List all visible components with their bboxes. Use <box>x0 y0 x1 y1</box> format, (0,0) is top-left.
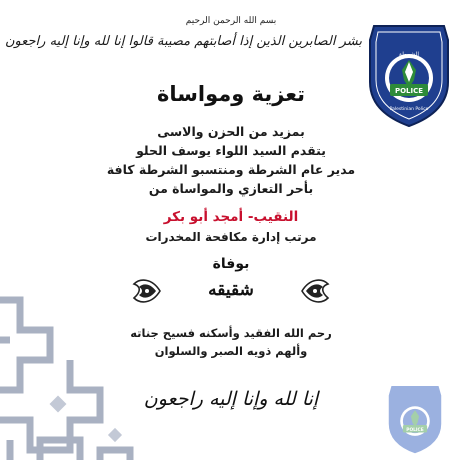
closing-verse-calligraphy: إنا لله وإنا إليه راجعون <box>143 388 319 410</box>
police-badge-watermark-icon <box>384 382 446 456</box>
relation-text: شقيقه <box>208 280 254 300</box>
prayer-line-1: رحم الله الفقيد وأسكنه فسيح جناته <box>130 326 332 340</box>
relation-ornament-frame <box>130 274 332 308</box>
intro-line-3: مدير عام الشرطة ومنتسبو الشرطة كافة <box>106 162 356 177</box>
badge-arabic-text: الشرطة <box>398 51 420 58</box>
prayer-line-2: وألهم ذويه الصبر والسلوان <box>154 344 308 358</box>
department-text: مرتب إدارة مكافحة المخدرات <box>145 230 317 244</box>
ornament-left-icon <box>130 274 162 308</box>
deceased-relative-name: النقيب- أمجد أبو بكر <box>163 209 299 225</box>
badge-watermark-police-text: POLICE <box>406 427 424 433</box>
intro-line-2: يتقدم السيد اللواء يوسف الحلو <box>136 143 326 158</box>
condolence-content <box>4 0 362 460</box>
police-badge-icon <box>364 20 454 130</box>
intro-line-4: بأحر التعازي والمواساة من <box>148 181 314 196</box>
badge-ring-text: Palestinian Police <box>389 107 429 112</box>
basmala-text: بسم الله الرحمن الرحيم <box>185 16 277 26</box>
quran-verse-calligraphy: بشر الصابرين الذين إذا أصابتهم مصيبة قالوا إنا لله وإنا إليه راجعون <box>4 34 362 49</box>
page-title: تعزية ومواساة <box>156 82 306 106</box>
death-label: بوفاة <box>212 256 250 272</box>
intro-line-1: بمزيد من الحزن والاسى <box>157 124 305 139</box>
badge-police-text: POLICE <box>394 87 424 95</box>
ornament-right-icon <box>300 274 332 308</box>
